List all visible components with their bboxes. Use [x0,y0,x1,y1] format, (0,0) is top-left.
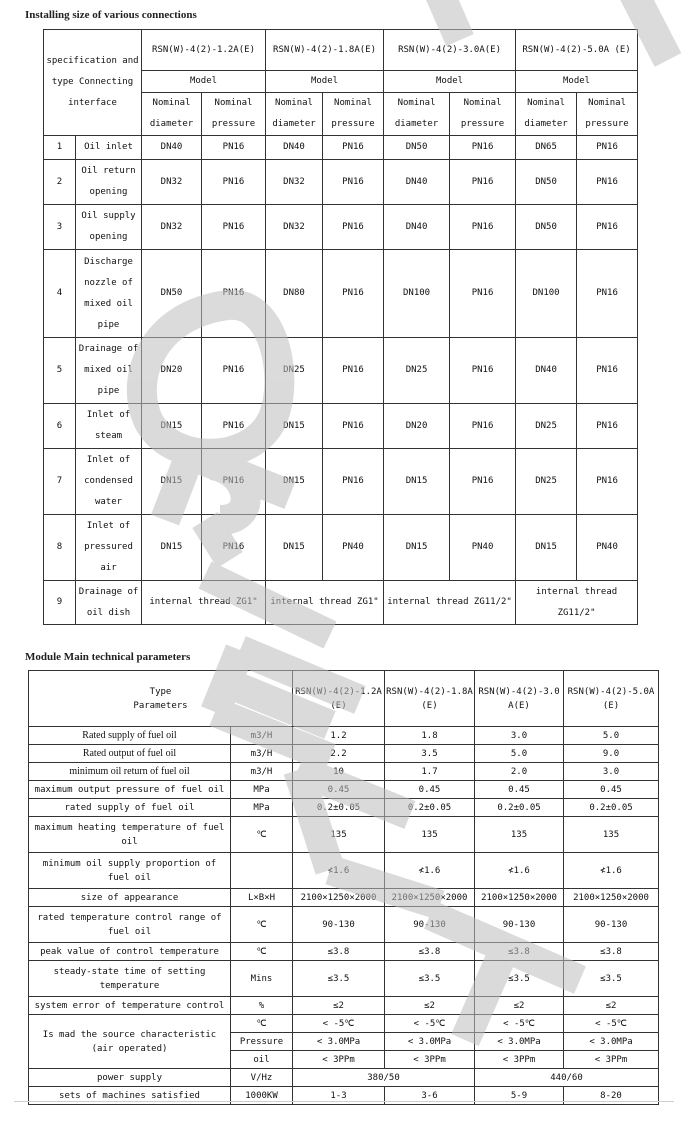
nominal-pressure-value: PN16 [202,449,266,515]
nominal-pressure-value: PN16 [323,136,384,160]
nominal-pressure-value: PN16 [323,404,384,449]
table-row [44,160,638,205]
tech-model-header-3: RSN(W)-4(2)-3.0A(E) [475,671,564,727]
parameter-value: < 3.0MPa [293,1033,385,1051]
table-row [29,889,659,907]
parameter-unit: m3/H [231,745,293,763]
parameter-value: ≤2 [564,997,659,1015]
model-header-1: RSN(W)-4(2)-1.2A(E) [142,30,266,71]
row-number: 6 [44,404,76,449]
nominal-diameter-header: Nominal diameter [142,93,202,136]
parameter-value: 9.0 [564,745,659,763]
nominal-diameter-value: DN15 [384,449,450,515]
nominal-diameter-value: DN32 [266,160,323,205]
parameter-value: 135 [564,817,659,853]
parameter-value: 90-130 [293,907,385,943]
nominal-diameter-value: DN15 [266,404,323,449]
nominal-pressure-value: PN16 [323,205,384,250]
table-row [29,907,659,943]
connection-name: Inlet of pressured air [76,515,142,581]
nominal-diameter-header: Nominal diameter [266,93,323,136]
parameter-value: ≮1.6 [564,853,659,889]
nominal-pressure-value: PN16 [323,160,384,205]
parameter-name: power supply [29,1069,231,1087]
connection-name: Inlet of condensed water [76,449,142,515]
nominal-diameter-value: DN15 [142,404,202,449]
parameter-value: < -5℃ [475,1015,564,1033]
connection-name: Oil inlet [76,136,142,160]
parameter-value: 3-6 [385,1087,475,1105]
parameter-value: ≮1.6 [475,853,564,889]
model-label: Model [142,71,266,93]
nominal-diameter-value: DN25 [516,449,577,515]
nominal-diameter-header: Nominal diameter [384,93,450,136]
table-row [29,781,659,799]
table-row [29,745,659,763]
nominal-diameter-value: DN25 [384,338,450,404]
parameter-unit: m3/H [231,727,293,745]
parameter-value: 0.2±0.05 [564,799,659,817]
nominal-diameter-value: DN100 [384,250,450,338]
parameter-value: 0.2±0.05 [475,799,564,817]
nominal-pressure-value: PN16 [202,338,266,404]
nominal-pressure-value: PN16 [450,338,516,404]
parameter-value: 2100×1250×2000 [564,889,659,907]
footer-divider [14,1101,674,1102]
row-number: 5 [44,338,76,404]
parameter-value: 2100×1250×2000 [293,889,385,907]
parameter-name: sets of machines satisfied [29,1087,231,1105]
row-number: 4 [44,250,76,338]
table-row [29,1015,659,1033]
tech-model-header-1: RSN(W)-4(2)-1.2A(E) [293,671,385,727]
parameter-value: 135 [293,817,385,853]
table-row [29,997,659,1015]
nominal-diameter-value: DN32 [266,205,323,250]
nominal-diameter-value: DN100 [516,250,577,338]
parameter-value: 0.45 [475,781,564,799]
parameter-value: < 3.0MPa [564,1033,659,1051]
parameter-value: ≤2 [293,997,385,1015]
tech-model-header-2: RSN(W)-4(2)-1.8A(E) [385,671,475,727]
row-number: 8 [44,515,76,581]
nominal-pressure-value: PN16 [450,136,516,160]
nominal-pressure-value: PN16 [577,205,638,250]
table-row [29,727,659,745]
parameter-value: 380/50 [293,1069,475,1087]
model-header-3: RSN(W)-4(2)-3.0A(E) [384,30,516,71]
parameter-value: 0.45 [385,781,475,799]
parameter-name: maximum heating temperature of fuel oil [29,817,231,853]
nominal-diameter-value: DN15 [516,515,577,581]
thread-spec: internal thread ZG1" [266,581,384,625]
table-row [29,853,659,889]
parameter-value: 2.2 [293,745,385,763]
connection-name: Oil return opening [76,160,142,205]
parameter-value: < 3PPm [564,1051,659,1069]
nominal-pressure-header: Nominal pressure [577,93,638,136]
parameter-value: 90-130 [385,907,475,943]
parameter-value: 3.0 [475,727,564,745]
table-row [44,205,638,250]
nominal-diameter-value: DN40 [516,338,577,404]
row-number: 7 [44,449,76,515]
nominal-pressure-value: PN16 [577,250,638,338]
table-row [29,943,659,961]
parameter-name: minimum oil supply proportion of fuel oil [29,853,231,889]
parameter-value: ≤3.8 [564,943,659,961]
nominal-pressure-value: PN16 [323,338,384,404]
table-row [44,581,638,625]
parameter-unit: % [231,997,293,1015]
parameter-unit: MPa [231,799,293,817]
nominal-diameter-value: DN25 [516,404,577,449]
thread-spec: internal thread ZG11/2" [516,581,638,625]
nominal-diameter-value: DN65 [516,136,577,160]
parameter-unit: Mins [231,961,293,997]
parameter-name: Rated supply of fuel oil [29,727,231,745]
parameter-value: < -5℃ [293,1015,385,1033]
nominal-diameter-value: DN15 [384,515,450,581]
nominal-diameter-header: Nominal diameter [516,93,577,136]
nominal-diameter-value: DN15 [266,515,323,581]
parameter-name: system error of temperature control [29,997,231,1015]
parameter-value: 1.2 [293,727,385,745]
parameter-name: peak value of control temperature [29,943,231,961]
table-row [44,136,638,160]
type-parameters-header [29,671,293,727]
parameter-unit: ℃ [231,907,293,943]
nominal-pressure-value: PN16 [202,160,266,205]
parameter-unit: MPa [231,781,293,799]
nominal-diameter-value: DN20 [142,338,202,404]
parameter-value: 10 [293,763,385,781]
nominal-pressure-value: PN16 [202,205,266,250]
parameter-value: < 3PPm [385,1051,475,1069]
row-number: 2 [44,160,76,205]
nominal-pressure-value: PN16 [450,404,516,449]
nominal-diameter-value: DN15 [142,449,202,515]
connection-name: Oil supply opening [76,205,142,250]
parameter-value: 1.8 [385,727,475,745]
row-number: 9 [44,581,76,625]
nominal-pressure-value: PN16 [202,136,266,160]
nominal-pressure-value: PN16 [577,338,638,404]
parameter-value: 5.0 [475,745,564,763]
connection-name: Discharge nozzle of mixed oil pipe [76,250,142,338]
parameter-unit: ℃ [231,817,293,853]
nominal-diameter-value: DN15 [266,449,323,515]
parameter-value: 8-20 [564,1087,659,1105]
model-label: Model [384,71,516,93]
nominal-pressure-value: PN40 [450,515,516,581]
parameter-value: 5-9 [475,1087,564,1105]
nominal-pressure-header: Nominal pressure [323,93,384,136]
parameter-unit: Pressure [231,1033,293,1051]
table-row [44,338,638,404]
parameter-name: size of appearance [29,889,231,907]
nominal-pressure-value: PN16 [450,449,516,515]
parameter-value: ≮1.6 [293,853,385,889]
parameter-value: 3.5 [385,745,475,763]
parameter-value: 90-130 [475,907,564,943]
parameter-unit [231,853,293,889]
model-label: Model [516,71,638,93]
nominal-diameter-value: DN50 [384,136,450,160]
connection-name: Drainage of mixed oil pipe [76,338,142,404]
section1-title: Installing size of various connections [25,9,197,21]
parameter-name: minimum oil return of fuel oil [29,763,231,781]
parameter-value: ≤3.5 [293,961,385,997]
nominal-pressure-value: PN16 [577,404,638,449]
parameter-unit: L×B×H [231,889,293,907]
parameter-value: ≤2 [475,997,564,1015]
tech-model-header-4: RSN(W)-4(2)-5.0A(E) [564,671,659,727]
parameter-value: 0.2±0.05 [293,799,385,817]
model-label: Model [266,71,384,93]
connections-table [43,29,638,625]
connection-name: Inlet of steam [76,404,142,449]
parameter-value: ≤3.5 [475,961,564,997]
thread-spec: internal thread ZG11/2" [384,581,516,625]
nominal-diameter-value: DN20 [384,404,450,449]
thread-spec: internal thread ZG1" [142,581,266,625]
nominal-pressure-value: PN40 [323,515,384,581]
nominal-pressure-value: PN16 [450,205,516,250]
nominal-pressure-value: PN16 [202,250,266,338]
nominal-pressure-value: PN16 [577,449,638,515]
parameter-value: < 3.0MPa [385,1033,475,1051]
nominal-pressure-value: PN16 [577,136,638,160]
table-row [29,961,659,997]
parameter-value: 2100×1250×2000 [475,889,564,907]
nominal-pressure-value: PN16 [202,404,266,449]
section2-title: Module Main technical parameters [25,651,191,663]
table-row [29,763,659,781]
parameter-value: ≤2 [385,997,475,1015]
parameter-unit: m3/H [231,763,293,781]
parameter-value: ≤3.5 [385,961,475,997]
parameter-name: steady-state time of setting temperature [29,961,231,997]
nominal-diameter-value: DN15 [142,515,202,581]
parameter-name: rated supply of fuel oil [29,799,231,817]
nominal-pressure-value: PN16 [450,160,516,205]
parameter-value: ≤3.8 [385,943,475,961]
connection-name: Drainage of oil dish [76,581,142,625]
parameter-value: < 3PPm [475,1051,564,1069]
table-row [44,515,638,581]
table-row [29,817,659,853]
parameter-value: 2.0 [475,763,564,781]
parameter-name: maximum output pressure of fuel oil [29,781,231,799]
nominal-pressure-value: PN16 [577,160,638,205]
parameter-name: rated temperature control range of fuel oil [29,907,231,943]
parameter-value: 0.2±0.05 [385,799,475,817]
nominal-diameter-value: DN50 [142,250,202,338]
parameter-value: 90-130 [564,907,659,943]
parameter-value: 440/60 [475,1069,659,1087]
nominal-pressure-value: PN40 [577,515,638,581]
parameter-value: ≤3.8 [475,943,564,961]
parameter-value: 5.0 [564,727,659,745]
parameter-unit: ℃ [231,1015,293,1033]
nominal-diameter-value: DN50 [516,205,577,250]
table-row [44,449,638,515]
nominal-diameter-value: DN40 [384,205,450,250]
nominal-diameter-value: DN80 [266,250,323,338]
parameter-value: 1.7 [385,763,475,781]
parameter-name: Rated output of fuel oil [29,745,231,763]
parameter-unit: 1000KW [231,1087,293,1105]
parameter-value: 0.45 [293,781,385,799]
parameter-value: 2100×1250×2000 [385,889,475,907]
parameter-value: < -5℃ [385,1015,475,1033]
parameter-value: 135 [475,817,564,853]
source-characteristic-name: Is mad the source characteristic (air operated) [29,1015,231,1069]
nominal-diameter-value: DN40 [142,136,202,160]
parameter-value: 1-3 [293,1087,385,1105]
parameter-value: 135 [385,817,475,853]
parameters-label: Parameters [133,700,188,711]
table-row [29,799,659,817]
row-number: 3 [44,205,76,250]
parameter-value: ≮1.6 [385,853,475,889]
parameter-unit: oil [231,1051,293,1069]
parameter-value: ≤3.5 [564,961,659,997]
corner-header: specification and type Connecting interface [44,30,142,136]
table-row [44,250,638,338]
nominal-diameter-value: DN50 [516,160,577,205]
nominal-diameter-value: DN40 [266,136,323,160]
parameter-value: ≤3.8 [293,943,385,961]
nominal-pressure-value: PN16 [323,250,384,338]
nominal-pressure-value: PN16 [323,449,384,515]
nominal-pressure-value: PN16 [450,250,516,338]
parameter-value: 0.45 [564,781,659,799]
nominal-diameter-value: DN40 [384,160,450,205]
model-header-2: RSN(W)-4(2)-1.8A(E) [266,30,384,71]
parameter-value: < 3PPm [293,1051,385,1069]
parameter-value: 3.0 [564,763,659,781]
row-number: 1 [44,136,76,160]
parameter-unit: V/Hz [231,1069,293,1087]
table-row [44,404,638,449]
nominal-diameter-value: DN32 [142,205,202,250]
nominal-pressure-header: Nominal pressure [202,93,266,136]
nominal-pressure-value: PN16 [202,515,266,581]
parameter-unit: ℃ [231,943,293,961]
nominal-diameter-value: DN32 [142,160,202,205]
parameter-value: < -5℃ [564,1015,659,1033]
nominal-diameter-value: DN25 [266,338,323,404]
type-label: Type [149,686,172,697]
parameter-value: < 3.0MPa [475,1033,564,1051]
model-header-4: RSN(W)-4(2)-5.0A (E) [516,30,638,71]
table-row [29,1069,659,1087]
nominal-pressure-header: Nominal pressure [450,93,516,136]
technical-parameters-table [28,670,659,1105]
